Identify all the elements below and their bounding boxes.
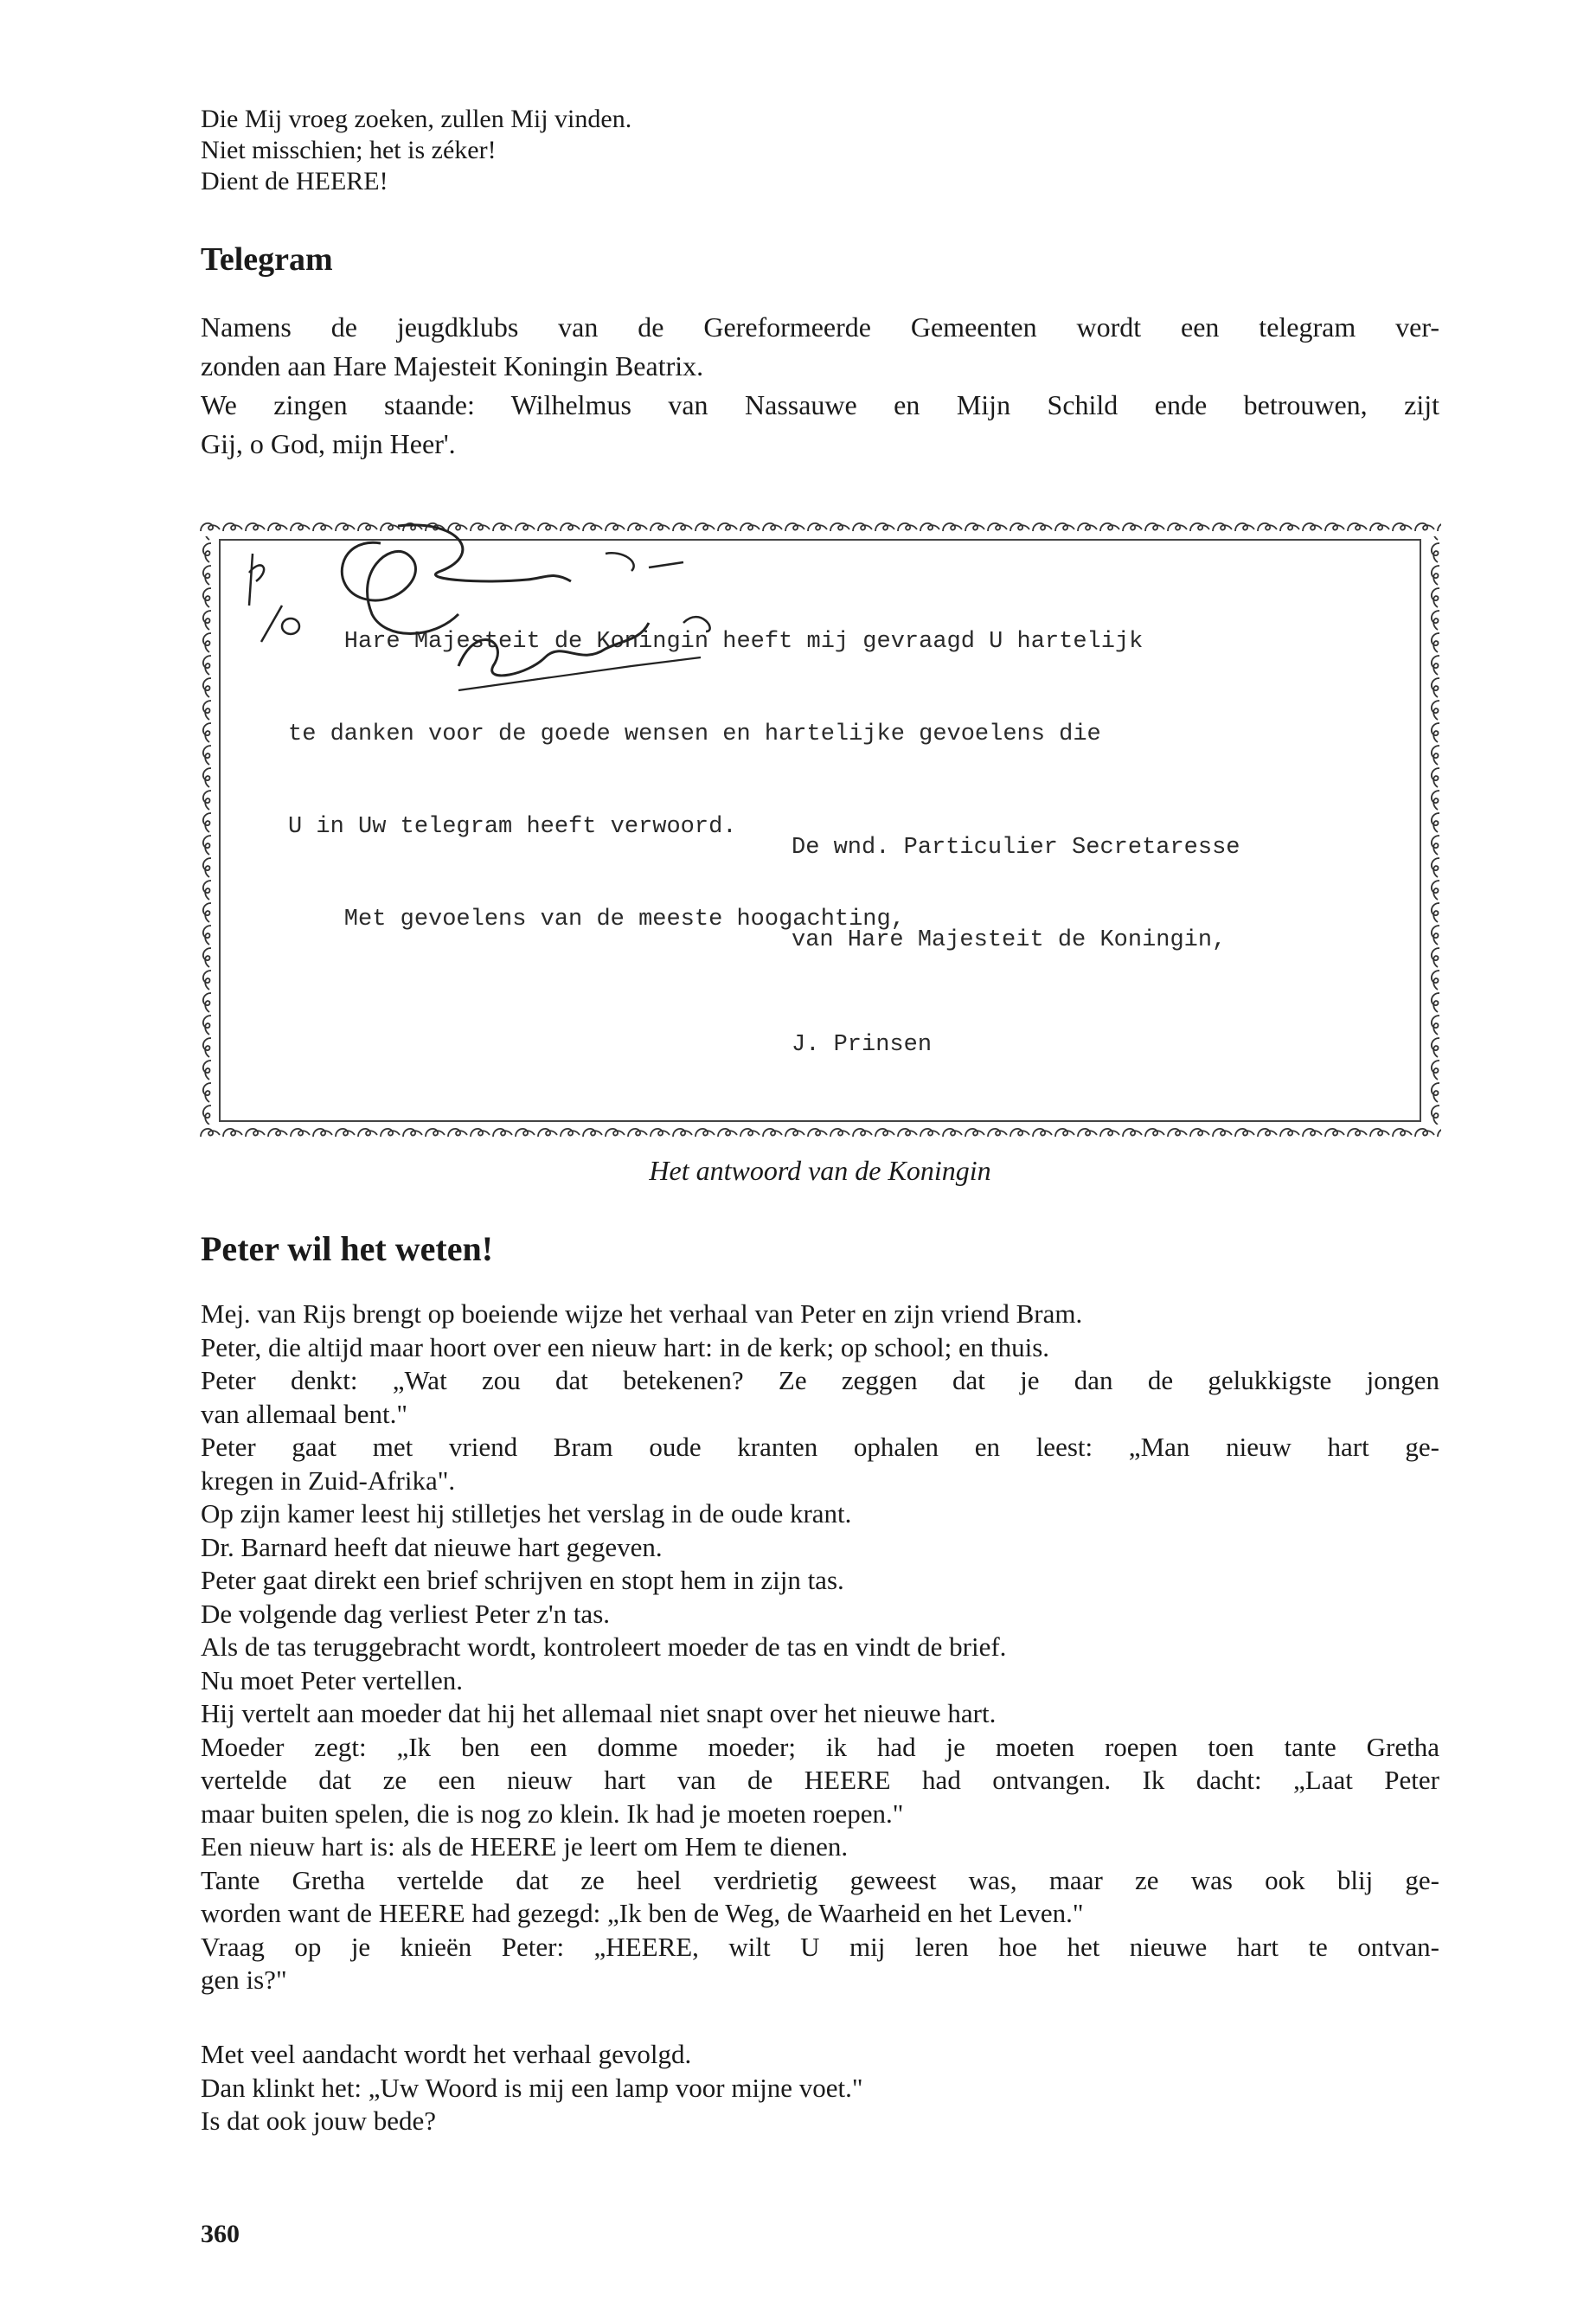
story-line: Nu moet Peter vertellen. [201, 1664, 464, 1695]
signature-title-line: van Hare Majesteit de Koningin, [792, 927, 1227, 953]
story-line: Mej. van Rijs brengt op boeiende wijze het verhaal van Peter en zijn vriend Bram. [201, 1298, 1083, 1329]
telegram-paragraph [201, 308, 1439, 464]
closing-line: Dan klinkt het: „Uw Woord is mij een lamp voor mijne voet." [201, 2072, 863, 2103]
intro-line: Niet misschien; het is zéker! [201, 136, 497, 164]
intro-line: Dient de HEERE! [201, 167, 388, 195]
letter-line: Met gevoelens van de meeste hoogachting, [288, 907, 905, 933]
story-line: gen is?" [201, 1965, 287, 1995]
story-line: kregen in Zuid-Afrika". [201, 1465, 456, 1496]
story-line: Peter gaat met vriend Bram oude kranten ophalen en leest: „Man nieuw hart ge- [201, 1432, 1439, 1462]
intro-line: Die Mij vroeg zoeken, zullen Mij vinden. [201, 105, 632, 133]
signatory-name: J. Prinsen [792, 1032, 933, 1058]
closing-line: Met veel aandacht wordt het verhaal gevolgd. [201, 2039, 692, 2069]
letter-line: U in Uw telegram heeft verwoord. [288, 814, 737, 840]
story-line: vertelde dat ze een nieuw hart van de HEERE had ontvangen. Ik dacht: „Laat Peter [201, 1765, 1439, 1795]
telegram-line: Namens de jeugdklubs van de Gereformeerde Gemeenten wordt een telegram ver- [201, 311, 1439, 343]
figure-caption: Het antwoord van de Koningin [649, 1155, 991, 1186]
closing-line: Is dat ook jouw bede? [201, 2106, 437, 2136]
story-line: Op zijn kamer leest hij stilletjes het verslag in de oude krant. [201, 1498, 852, 1529]
telegram-line: We zingen staande: Wilhelmus van Nassauwe en Mijn Schild ende betrouwen, zijt [201, 389, 1439, 420]
handwritten-signature [199, 519, 770, 692]
letter-line: Hare Majesteit de Koningin heeft mij gevraagd U hartelijk [288, 629, 1144, 655]
peter-story [201, 1298, 1439, 1997]
story-line: van allemaal bent." [201, 1398, 408, 1429]
story-line: Een nieuw hart is: als de HEERE je leert om Hem te dienen. [201, 1831, 849, 1862]
intro-verse [201, 104, 1439, 197]
story-line: Tante Gretha vertelde dat ze heel verdrietig geweest was, maar ze was ook blij ge- [201, 1864, 1439, 1895]
closing-paragraph [201, 2038, 1439, 2138]
story-line: Vraag op je knieën Peter: „HEERE, wilt U mij leren hoe het nieuwe hart te ontvan- [201, 1931, 1439, 1962]
letter-signature-title [792, 783, 1240, 1020]
story-line: maar buiten spelen, die is nog zo klein. Ik had je moeten roepen." [201, 1798, 904, 1829]
story-line: Peter gaat direkt een brief schrijven en stopt hem in zijn tas. [201, 1565, 844, 1595]
royal-letter-box [199, 519, 1441, 1142]
story-line: Dr. Barnard heeft dat nieuwe hart gegeven. [201, 1531, 663, 1562]
page-number: 360 [201, 2220, 240, 2248]
story-line: Moeder zegt: „Ik ben een domme moeder; ik had je moeten roepen toen tante Gretha [201, 1731, 1439, 1762]
telegram-heading: Telegram [201, 241, 333, 278]
story-line: Hij vertelt aan moeder dat hij het allemaal niet snapt over het nieuwe hart. [201, 1698, 997, 1728]
letter-line: te danken voor de goede wensen en hartelijke gevoelens die [288, 721, 1101, 747]
telegram-line: zonden aan Hare Majesteit Koningin Beatrix. [201, 350, 704, 381]
telegram-line: Gij, o God, mijn Heer'. [201, 428, 456, 459]
peter-heading: Peter wil het weten! [201, 1229, 494, 1268]
story-line: Als de tas teruggebracht wordt, kontroleert moeder de tas en vindt de brief. [201, 1631, 1007, 1662]
story-line: Peter, die altijd maar hoort over een nieuw hart: in de kerk; op school; en thuis. [201, 1331, 1050, 1362]
story-line: worden want de HEERE had gezegd: „Ik ben de Weg, de Waarheid en het Leven." [201, 1898, 1084, 1928]
story-line: Peter denkt: „Wat zou dat betekenen? Ze zeggen dat je dan de gelukkigste jongen [201, 1365, 1439, 1395]
signature-title-line: De wnd. Particulier Secretaresse [792, 835, 1240, 861]
story-line: De volgende dag verliest Peter z'n tas. [201, 1598, 611, 1629]
